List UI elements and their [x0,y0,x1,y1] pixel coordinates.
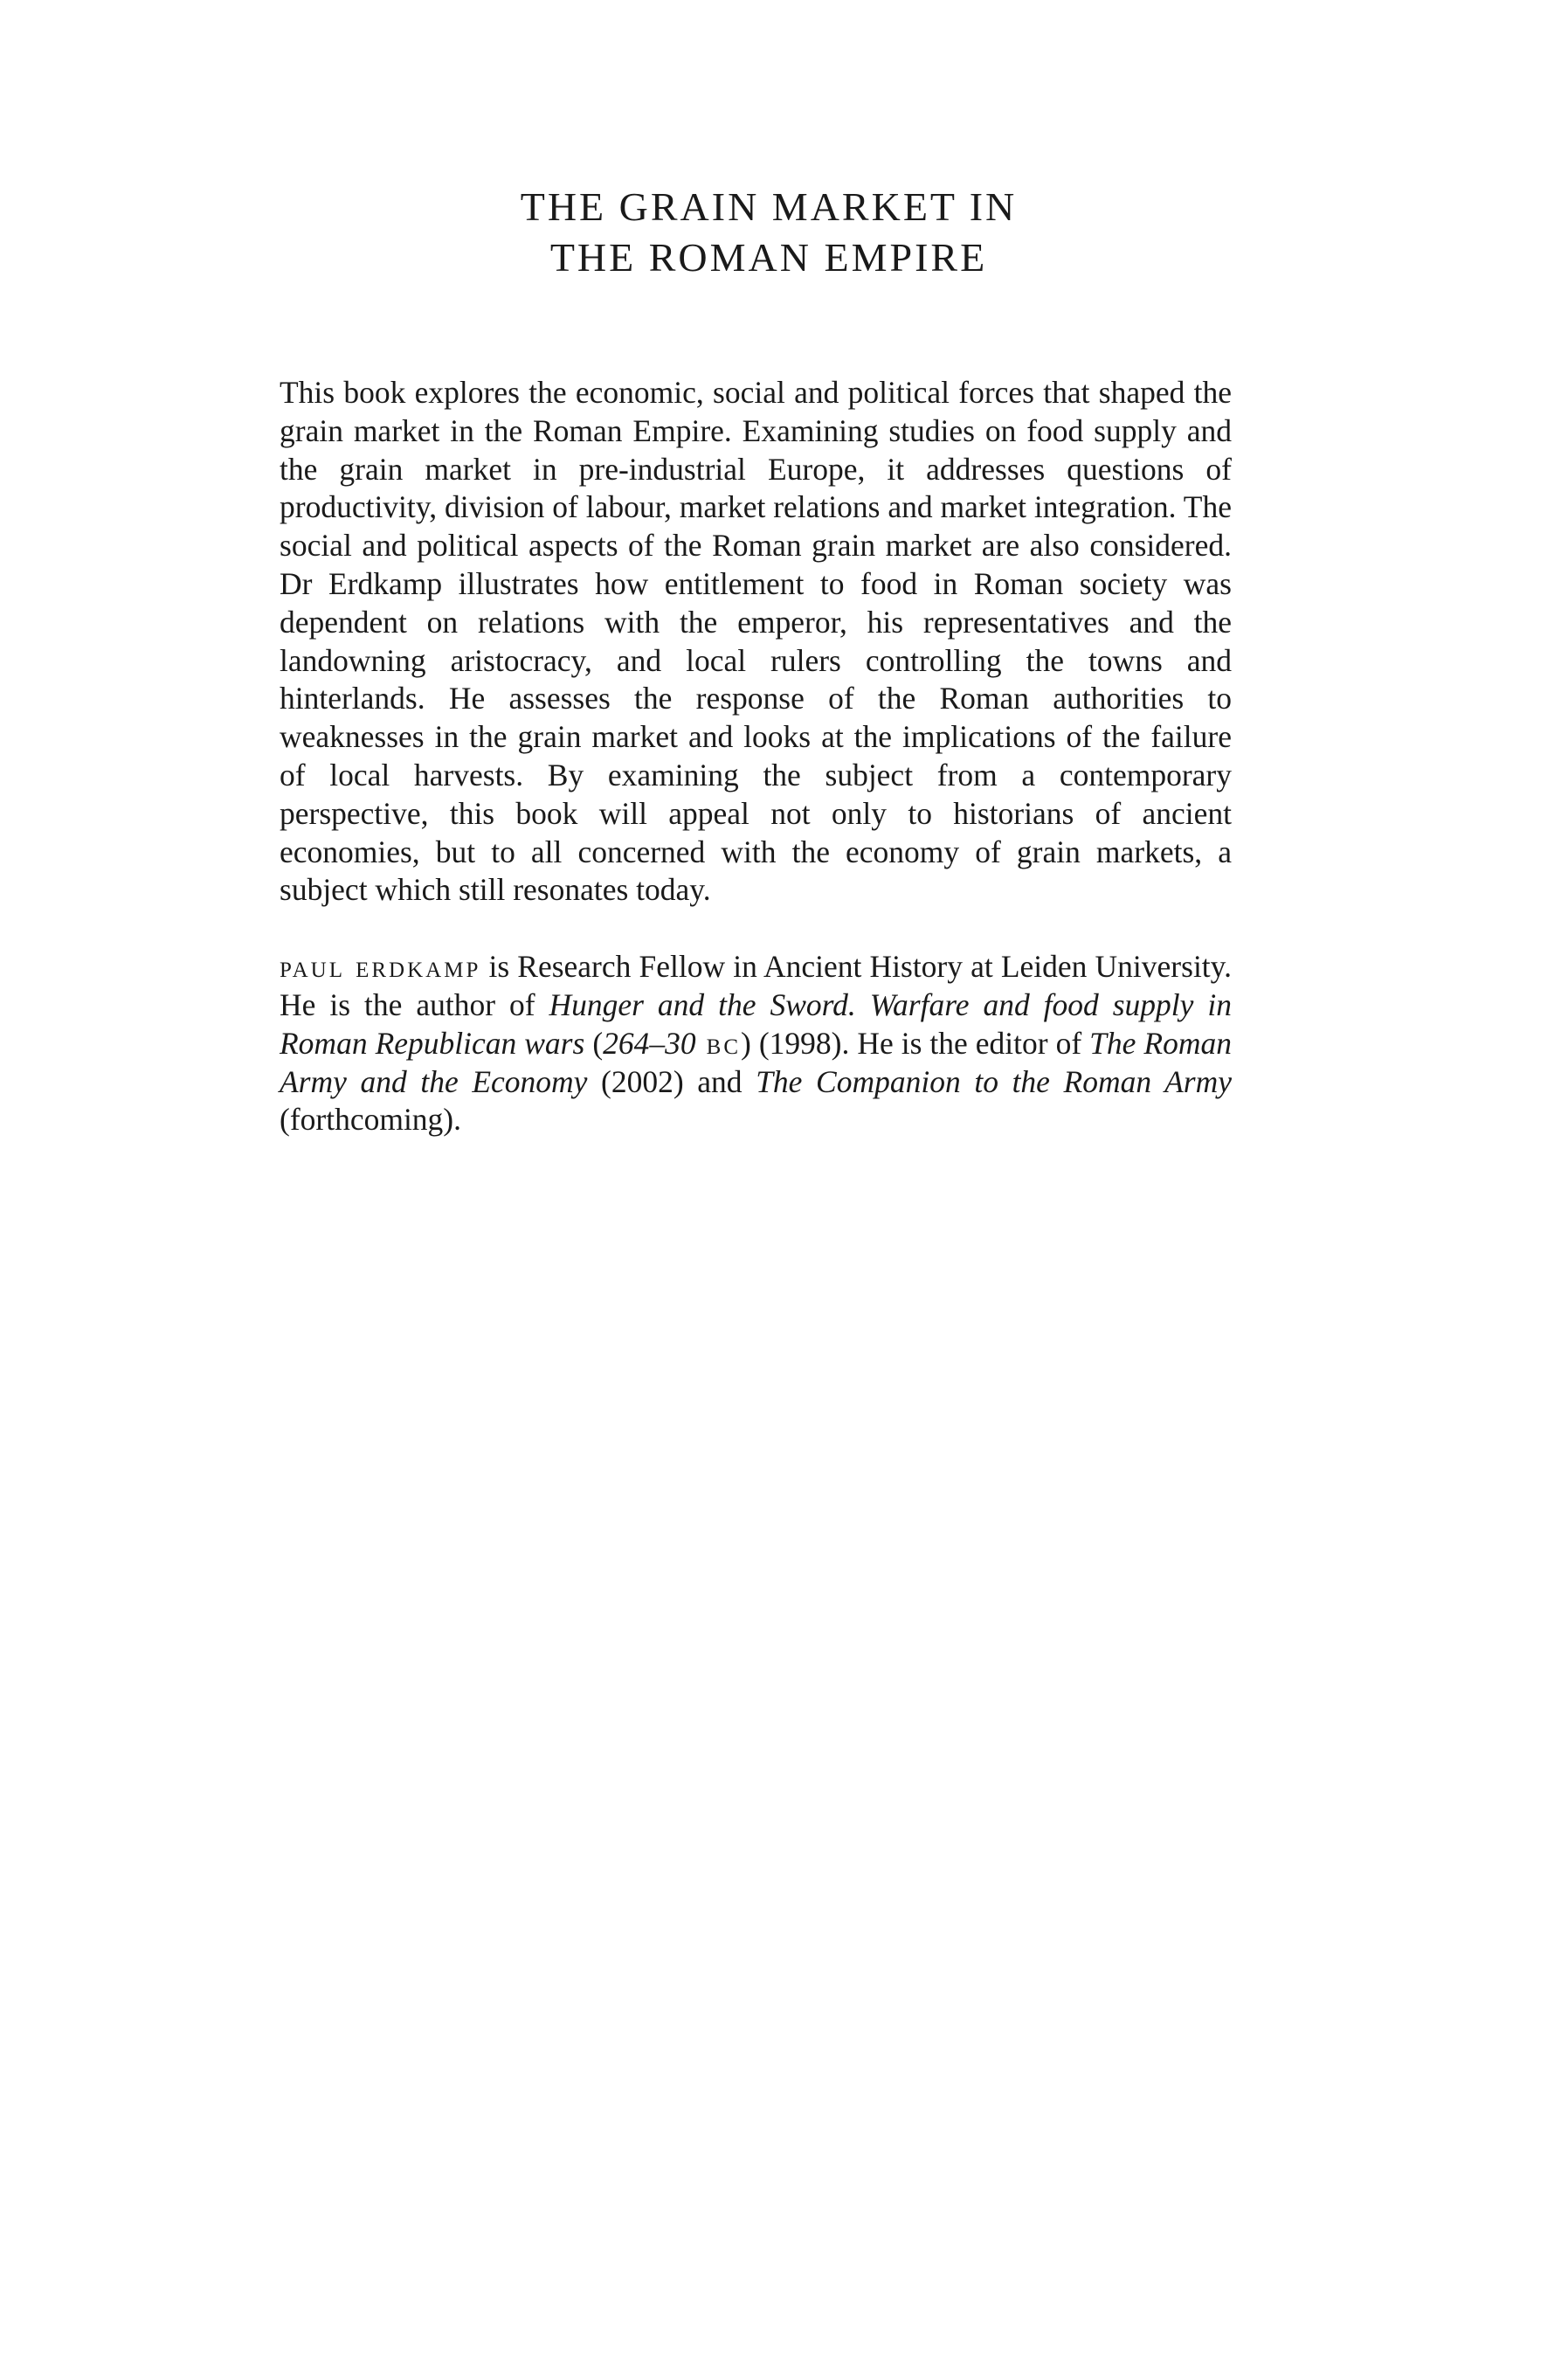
description-paragraph: This book explores the economic, social and political forces that shaped the grain market in the Roman Empire. Examining studies on food supply and the grain market in pre-industrial Europe, it addresses questions of productivity, division of labour, market relations and market integration. The social and political aspects of the Roman grain market are also considered. Dr Erdkamp illustrates how entitlement to food in Roman society was dependent on relations with the emperor, his representatives and the landowning aristocracy, and local rulers controlling the towns and hinterlands. He assesses the response of the Roman authorities to weaknesses in the grain market and looks at the implications of the failure of local harvests. By examining the subject from a contemporary perspective, this book will appeal not only to historians of ancient economies, but to all concerned with the economy of grain markets, a subject which still resonates today. [280,375,1232,908]
bio-text-3: ) (1998). He is the editor of [741,1025,1090,1061]
book-title [280,182,1258,283]
author-bio-paragraph [280,948,1232,1139]
era-label: bc [695,1025,741,1061]
book-title-hunger-and-the-sword: Hunger and the Sword. Warfare and food supply in Roman Republican wars [280,986,1232,1061]
bio-text-4: (2002) and [587,1063,756,1099]
book-title-roman-army-economy: The Roman Army and the Economy [280,1025,1232,1099]
author-name: paul erdkamp [280,949,481,985]
title-line-2: THE ROMAN EMPIRE [549,235,988,280]
bio-text-5: (forthcoming). [280,1102,462,1138]
blurb [280,374,1232,1139]
title-line-1: THE GRAIN MARKET IN [520,184,1018,229]
bio-text-1: is Research Fellow in Ancient History at Leiden University. He is the author of [280,949,1232,1022]
book-title-companion: The Companion to the Roman Army [756,1063,1232,1099]
bio-text-2: ( [584,1025,604,1061]
book-years: 264–30 [603,1025,696,1061]
